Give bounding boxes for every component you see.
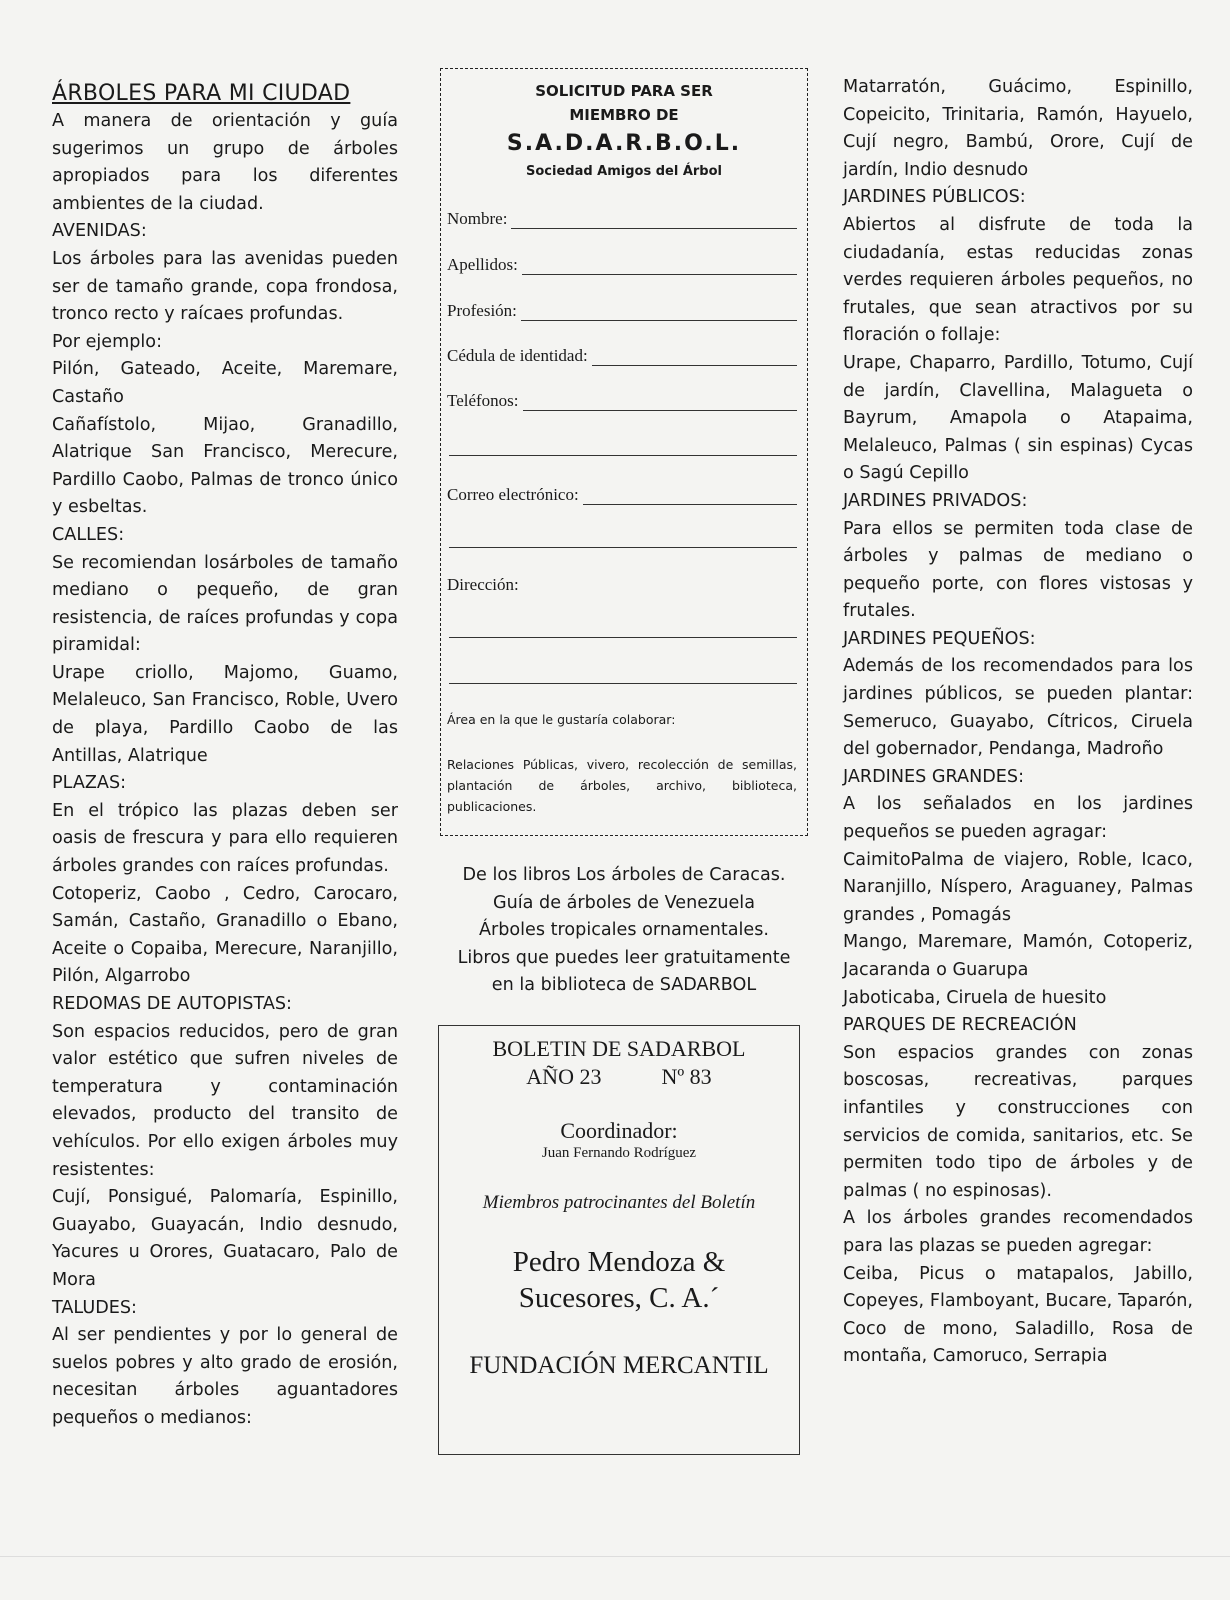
telefonos-label: Teléfonos: (447, 391, 519, 410)
profesion-label: Profesión: (447, 301, 517, 320)
telefonos-line[interactable] (523, 390, 797, 411)
direccion-label: Dirección: (447, 575, 519, 594)
right-column (843, 74, 1193, 1371)
sponsor-1-line-2: Sucesores, C. A.´ (518, 1282, 720, 1314)
grandes-list-3: Jaboticaba, Ciruela de huesito (843, 987, 1107, 1008)
pequenos-text: Además de los recomendados para los jardines públicos, se pueden plantar: Semeruco, Guayabo, Cítricos, Ciruela del gobernador, Pendanga, Madroño (843, 656, 1193, 760)
sponsor-1 (439, 1244, 799, 1316)
sponsor-2: FUNDACIÓN MERCANTIL (469, 1352, 769, 1379)
cedula-line[interactable] (592, 345, 797, 366)
nombre-field[interactable] (447, 205, 797, 229)
books-line-1: De los libros Los árboles de Caracas. (462, 865, 786, 885)
profesion-line[interactable] (521, 300, 797, 321)
correo-line[interactable] (583, 484, 797, 505)
form-title-line-2: MIEMBRO DE (569, 106, 679, 124)
coordinator-label: Coordinador: (560, 1118, 678, 1143)
telefonos-field[interactable] (447, 387, 797, 411)
nombre-label: Nombre: (447, 209, 508, 228)
books-line-3: Árboles tropicales ornamentales. (478, 920, 770, 941)
redomas-text: Son espacios reducidos, pero de gran valor estético que sufren niveles de temperatura y contaminación elevados, producto del transito de vehículos. Por ello exigen árboles muy resistentes: (52, 1021, 398, 1180)
calles-text: Se recomiendan losárboles de tamaño mediano o pequeño, de gran resistencia, de raíces profundas y copa piramidal: (52, 552, 398, 656)
blank-line[interactable] (449, 547, 797, 548)
blank-line[interactable] (449, 637, 797, 638)
apellidos-field[interactable] (447, 251, 797, 275)
calles-list: Urape criollo, Majomo, Guamo, Melaleuco, San Francisco, Roble, Uvero de playa, Pardillo Caobo de las Antillas, Alatrique (52, 662, 398, 766)
org-name: S.A.D.A.R.B.O.L. (506, 131, 742, 156)
apellidos-label: Apellidos: (447, 255, 518, 274)
direccion-field[interactable] (447, 571, 797, 595)
publicos-text: Abiertos al disfrute de toda la ciudadanía, estas reducidas zonas verdes requieren árboles pequeños, no frutales, que sean atractivos por su floración o follaje: (843, 214, 1193, 346)
cedula-label: Cédula de identidad: (447, 346, 588, 365)
area-label: Área en la que le gustaría colaborar: (447, 712, 676, 727)
parques-text: Son espacios grandes con zonas boscosas, recreativas, parques infantiles y construcciones con servicios de comida, sanitarios, etc. Se permiten todo tipo de árboles y de palmas ( no espinosas). (843, 1042, 1193, 1201)
books-line-5: en la biblioteca de SADARBOL (491, 975, 757, 996)
bulletin-year: AÑO 23 (526, 1064, 602, 1089)
parques-list: Ceiba, Picus o matapalos, Jabillo, Copeyes, Flamboyant, Bucare, Taparón, Coco de mono, Saladillo, Rosa de montaña, Camoruco, Serrapia (843, 1263, 1193, 1367)
area-options: Relaciones Públicas, vivero, recolección de semillas, plantación de árboles, archivo, biblioteca, publicaciones. (447, 757, 797, 814)
coordinator-name: Juan Fernando Rodríguez (541, 1145, 697, 1161)
bulletin-issue (439, 1064, 799, 1090)
taludes-text: Al ser pendientes y por lo general de suelos pobres y alto grado de erosión, necesitan árboles aguantadores pequeños o medianos: (52, 1325, 398, 1428)
article-title: ÁRBOLES PARA MI CIUDAD (52, 81, 351, 106)
org-subtitle: Sociedad Amigos del Árbol (525, 164, 722, 179)
heading-calles: CALLES: (52, 524, 125, 545)
heading-parques: PARQUES DE RECREACIÓN (843, 1015, 1077, 1036)
heading-jardines-privados: JARDINES PRIVADOS: (843, 490, 1028, 511)
profesion-field[interactable] (447, 297, 797, 321)
plazas-text: En el trópico las plazas deben ser oasis de frescura y para ello requieren árboles grandes con raíces profundas. (52, 800, 398, 877)
books-note (438, 862, 810, 1000)
sponsors-label: Miembros patrocinantes del Boletín (482, 1192, 756, 1213)
avenidas-list-1: Pilón, Gateado, Aceite, Maremare, Castaño (52, 359, 398, 407)
parques-text-2: A los árboles grandes recomendados para las plazas se pueden agregar: (843, 1208, 1193, 1256)
books-line-2: Guía de árboles de Venezuela (493, 892, 755, 913)
heading-avenidas: AVENIDAS: (52, 221, 147, 242)
por-ejemplo: Por ejemplo: (52, 331, 162, 352)
heading-jardines-grandes: JARDINES GRANDES: (843, 766, 1025, 787)
sponsor-1-line-1: Pedro Mendoza & (512, 1246, 726, 1278)
avenidas-text: Los árboles para las avenidas pueden ser de tamaño grande, copa frondosa, tronco recto y raícaes profundas. (52, 248, 398, 325)
correo-label: Correo electrónico: (447, 485, 579, 504)
grandes-list-1: CaimitoPalma de viajero, Roble, Icaco, Naranjillo, Níspero, Araguaney, Palmas grandes , Pomagás (843, 849, 1193, 925)
redomas-list: Cují, Ponsigué, Palomaría, Espinillo, Guayabo, Guayacán, Indio desnudo, Yacures u Orores, Guatacaro, Palo de Mora (52, 1187, 398, 1290)
correo-field[interactable] (447, 481, 797, 505)
continued-list: Matarratón, Guácimo, Espinillo, Copeicito, Trinitaria, Ramón, Hayuelo, Cují negro, Bambú, Orore, Cují de jardín, Indio desnudo (843, 77, 1193, 180)
cedula-field[interactable] (447, 342, 797, 366)
form-title-line-1: SOLICITUD PARA SER (535, 82, 713, 100)
heading-jardines-publicos: JARDINES PÚBLICOS: (843, 187, 1026, 208)
avenidas-list-2: Cañafístolo, Mijao, Granadillo, Alatrique San Francisco, Merecure, Pardillo Caobo, Palmas de tronco único y esbeltas. (52, 414, 398, 518)
intro-text: A manera de orientación y guía sugerimos un grupo de árboles apropiados para los diferentes ambientes de la ciudad. (52, 111, 398, 214)
heading-taludes: TALUDES: (52, 1297, 137, 1318)
form-title (441, 79, 807, 127)
heading-jardines-pequenos: JARDINES PEQUEÑOS: (843, 628, 1036, 649)
bulletin-number: Nº 83 (661, 1064, 712, 1089)
privados-text: Para ellos se permiten toda clase de árboles y palmas de mediano o pequeño porte, con flores vistosas y frutales. (843, 518, 1193, 622)
bulletin-box (438, 1025, 800, 1455)
heading-plazas: PLAZAS: (52, 773, 127, 794)
nombre-line[interactable] (511, 208, 797, 229)
publicos-list: Urape, Chaparro, Pardillo, Totumo, Cují de jardín, Clavellina, Malagueta o Bayrum, Amapola o Atapaima, Melaleuco, Palmas ( sin espinas) Cycas o Sagú Cepillo (843, 352, 1193, 484)
blank-line[interactable] (449, 683, 797, 684)
apellidos-line[interactable] (522, 254, 797, 275)
membership-form (440, 68, 808, 836)
books-line-4: Libros que puedes leer gratuitamente (457, 947, 791, 968)
grandes-list-2: Mango, Maremare, Mamón, Cotoperiz, Jacaranda o Guarupa (843, 932, 1193, 980)
heading-redomas: REDOMAS DE AUTOPISTAS: (52, 994, 292, 1014)
grandes-text: A los señalados en los jardines pequeños se pueden agragar: (843, 794, 1193, 843)
plazas-list: Cotoperiz, Caobo , Cedro, Carocaro, Samán, Castaño, Granadillo o Ebano, Aceite o Copaiba, Merecure, Naranjillo, Pilón, Algarrobo (52, 883, 398, 987)
bulletin-title: BOLETIN DE SADARBOL (492, 1036, 746, 1061)
left-column (52, 80, 398, 1433)
bottom-rule (0, 1556, 1230, 1557)
blank-line[interactable] (449, 455, 797, 456)
